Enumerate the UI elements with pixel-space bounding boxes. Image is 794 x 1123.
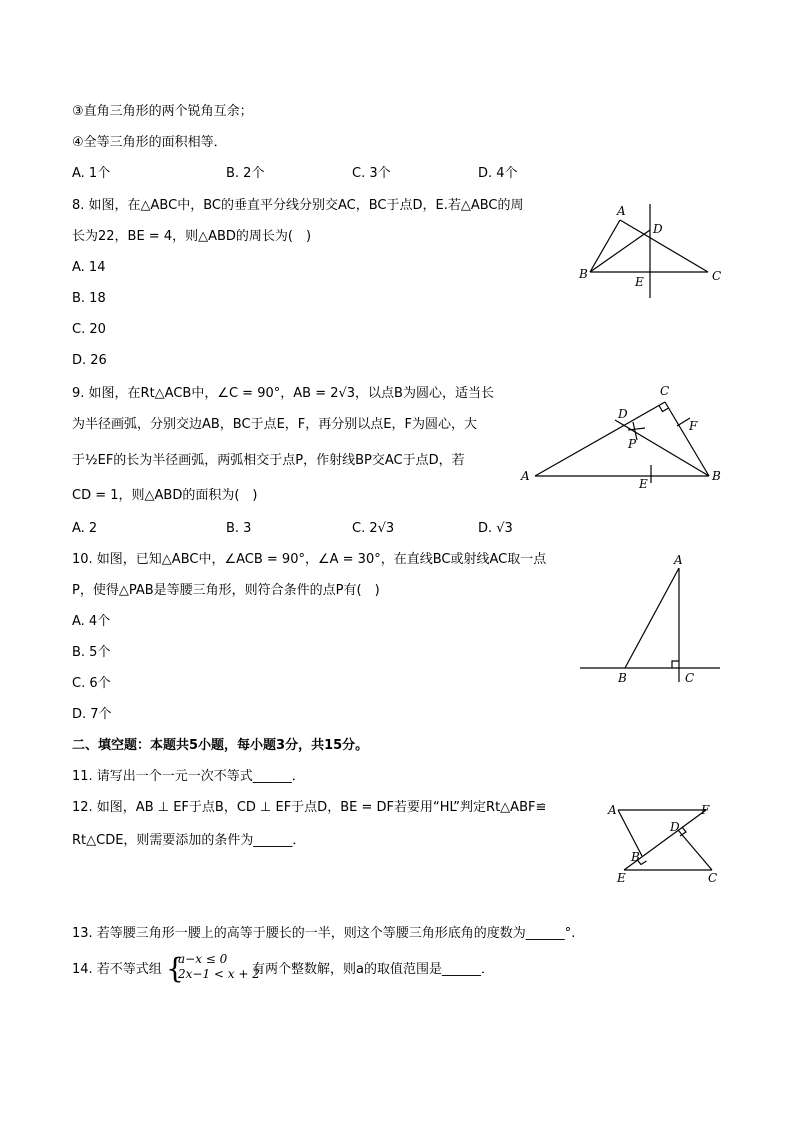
q10-option-a: A. 4个 — [72, 614, 111, 629]
q9-label-c: C — [660, 384, 670, 398]
q9-stem-line2: 为半径画弧，分别交边AB，BC于点E，F，再分别以点E，F为圆心，大 — [72, 417, 477, 432]
q8-seg-ab — [590, 220, 620, 272]
q8-label-c: C — [712, 269, 722, 283]
q9-label-b: B — [712, 469, 721, 483]
q8-option-d: D. 26 — [72, 353, 107, 368]
q8-stem-line1: 8. 如图，在△ABC中，BC的垂直平分线分别交AC，BC于点D，E.若△ABC的周 — [72, 198, 524, 213]
q10-option-d: D. 7个 — [72, 707, 112, 722]
q10-label-c: C — [685, 671, 695, 685]
q10-option-c: C. 6个 — [72, 676, 111, 691]
q14-suffix: 有两个整数解，则a的取值范围是______． — [252, 962, 494, 977]
q14-brace: { — [166, 952, 184, 985]
q9-label-f: F — [689, 419, 698, 433]
q10-stem-line2: P，使得△PAB是等腰三角形，则符合条件的点P有( ) — [72, 583, 380, 598]
q12-label-c: C — [708, 871, 718, 885]
q9-seg-ac — [535, 402, 665, 476]
q12-label-f: F — [701, 803, 710, 817]
q7-item4: ④全等三角形的面积相等． — [72, 135, 227, 150]
q10-option-b: B. 5个 — [72, 645, 111, 660]
q7-option-d: D. 4个 — [478, 166, 518, 181]
q7-option-a: A. 1个 — [72, 166, 111, 181]
q11-stem: 11. 请写出一个一元一次不等式______． — [72, 769, 305, 784]
q9-figure — [515, 380, 730, 490]
q9-stem-line3: 于½EF的长为半径画弧，两弧相交于点P，作射线BP交AC于点D，若 — [72, 453, 465, 468]
q8-label-e: E — [635, 275, 644, 289]
q14-ineq2: 2x−1 < x + 2 — [178, 967, 260, 981]
q8-option-a: A. 14 — [72, 260, 106, 275]
q8-label-a: A — [617, 204, 626, 218]
q7-option-b: B. 2个 — [226, 166, 265, 181]
q12-stem-line2: Rt△CDE，则需要添加的条件为______． — [72, 833, 306, 848]
q10-label-b: B — [618, 671, 627, 685]
q9-label-e: E — [639, 477, 648, 490]
q9-option-b: B. 3 — [226, 521, 252, 536]
q12-label-d: D — [670, 820, 680, 834]
q12-stem-line1: 12. 如图，AB ⊥ EF于点B，CD ⊥ EF于点D，BE = DF若要用“HL”判定Rt△ABF≌ — [72, 800, 547, 815]
q9-stem-line1: 9. 如图，在Rt△ACB中，∠C = 90°，AB = 2√3，以点B为圆心，适当长 — [72, 386, 494, 401]
q8-seg-ac — [620, 220, 708, 272]
q10-label-a: A — [674, 553, 683, 567]
q8-label-d: D — [653, 222, 663, 236]
q8-figure — [570, 200, 730, 300]
q7-item3: ③直角三角形的两个锐角互余； — [72, 104, 253, 119]
q8-option-b: B. 18 — [72, 291, 106, 306]
q8-seg-bd — [590, 230, 650, 272]
q9-label-a: A — [521, 469, 530, 483]
q13-stem: 13. 若等腰三角形一腰上的高等于腰长的一半，则这个等腰三角形底角的度数为______°. — [72, 926, 576, 941]
q10-right-angle-mark — [672, 661, 679, 668]
q12-label-e: E — [617, 871, 626, 885]
q8-label-b: B — [579, 267, 588, 281]
q14-prefix: 14. 若不等式组 — [72, 962, 162, 977]
q9-option-a: A. 2 — [72, 521, 98, 536]
q9-seg-cb — [665, 402, 709, 476]
q9-option-c: C. 2√3 — [352, 521, 395, 536]
q12-label-b: B — [631, 850, 640, 864]
q12-label-a: A — [608, 803, 617, 817]
q12-figure — [600, 800, 725, 890]
q8-option-c: C. 20 — [72, 322, 106, 337]
q14-ineq1: a−x ≤ 0 — [178, 952, 228, 966]
q10-seg-ab — [625, 568, 679, 668]
q7-option-c: C. 3个 — [352, 166, 391, 181]
q12-seg-dc — [678, 830, 712, 870]
q9-label-p: P — [628, 437, 637, 451]
q9-label-d: D — [618, 407, 628, 421]
section2-heading: 二、填空题：本题共5小题，每小题3分，共15分。 — [72, 738, 369, 753]
q10-stem-line1: 10. 如图，已知△ABC中，∠ACB = 90°，∠A = 30°，在直线BC或射线AC取一点 — [72, 552, 547, 567]
q9-stem-line4: CD = 1，则△ABD的面积为( ) — [72, 488, 258, 503]
q10-figure — [575, 550, 725, 690]
q9-option-d: D. √3 — [478, 521, 513, 536]
q8-stem-line2: 长为22，BE = 4，则△ABD的周长为( ) — [72, 229, 312, 244]
